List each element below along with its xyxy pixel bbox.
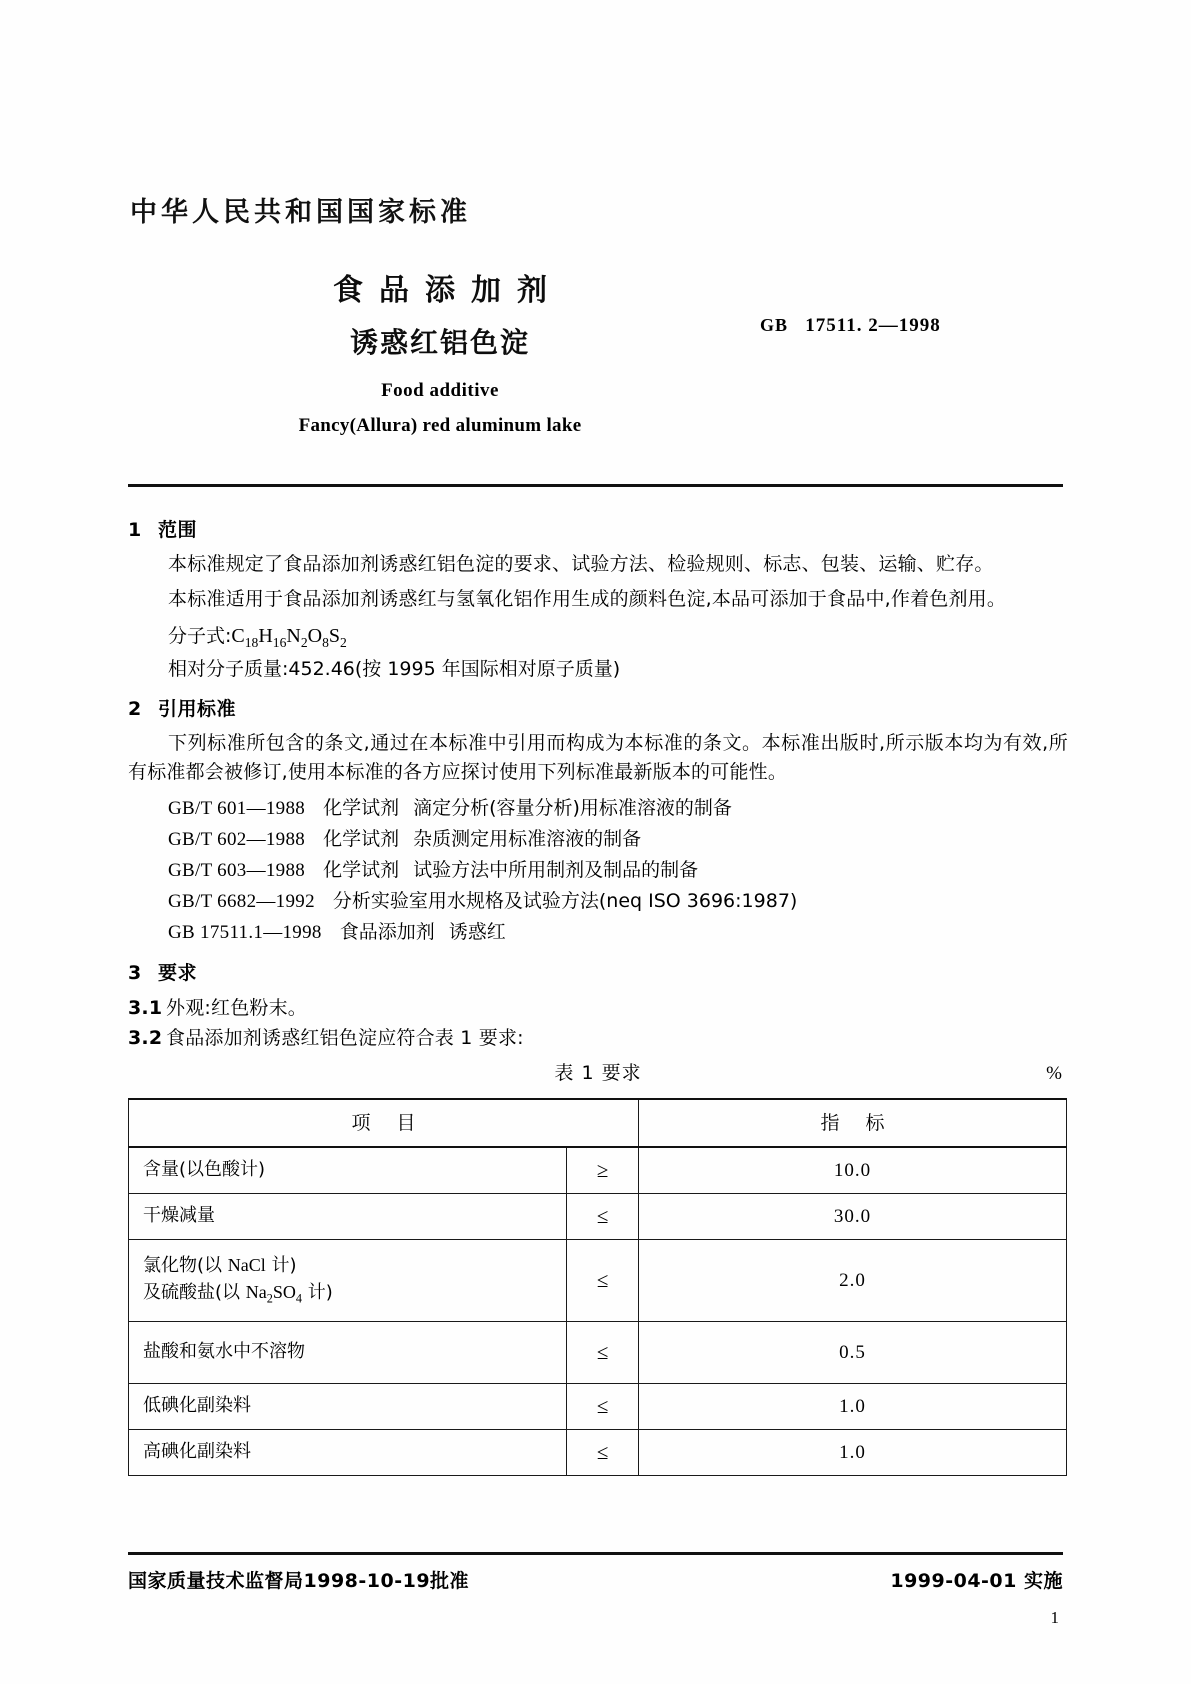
table-cell-operator: ≥ — [567, 1147, 639, 1193]
reference-code: GB/T 601—1988 — [168, 797, 306, 819]
reference-code: GB 17511.1—1998 — [168, 921, 322, 943]
standard-number-prefix: GB — [760, 315, 789, 335]
molecular-mass-line — [128, 654, 1068, 684]
table-cell-item: 低碘化副染料 — [129, 1383, 567, 1429]
table-header-row — [129, 1099, 1067, 1147]
clause-3-2-number: 3.2 — [128, 1027, 163, 1050]
reference-item — [128, 855, 1068, 886]
table-cell-operator: ≤ — [567, 1429, 639, 1475]
document-title-sub: 诱惑红铝色淀 — [349, 326, 530, 359]
table-row — [129, 1321, 1067, 1383]
footer-approval: 国家质量技术监督局1998-10-19批准 — [128, 1570, 470, 1592]
molecular-formula-value: $C_{18}H_{16}N_2O_8S_2$ — [231, 624, 347, 650]
table-cell-value: 2.0 — [639, 1239, 1067, 1321]
clause-3-2-text: 食品添加剂诱惑红铝色淀应符合表 1 要求: — [166, 1027, 524, 1050]
reference-item — [128, 886, 1068, 917]
clause-3-1-number: 3.1 — [128, 996, 163, 1019]
reference-item — [128, 917, 1068, 948]
reference-code: GB/T 6682—1992 — [168, 890, 315, 912]
section-number-2: 2 — [128, 697, 142, 720]
molecular-mass-value: 452.46(按 1995 年国际相对原子质量) — [288, 657, 621, 680]
table-cell-operator: ≤ — [567, 1383, 639, 1429]
table-caption: 表 1 要求 — [554, 1062, 642, 1085]
table-cell-item: 干燥减量 — [129, 1193, 567, 1239]
english-title-line2: Fancy(Allura) red aluminum lake — [298, 415, 582, 436]
table-cell-item: 高碘化副染料 — [129, 1429, 567, 1475]
clause-3-1 — [128, 993, 1068, 1024]
section-heading-requirements — [128, 961, 1068, 984]
section-title-1: 范围 — [158, 519, 198, 541]
section-number-1: 1 — [128, 519, 142, 541]
title-block — [130, 265, 750, 361]
table-cell-value: 10.0 — [639, 1147, 1067, 1193]
references-paragraph: 下列标准所包含的条文,通过在本标准中引用而构成为本标准的条文。本标准出版时,所示版本均为有效,所有标准都会被修订,使用本标准的各方应探讨使用下列标准最新版本的可能性。 — [128, 731, 1068, 783]
table-cell-operator: ≤ — [567, 1321, 639, 1383]
english-title-block — [130, 380, 750, 437]
table-row — [129, 1239, 1067, 1321]
table-row — [129, 1429, 1067, 1475]
reference-name: 化学试剂 — [323, 796, 400, 819]
reference-code: GB/T 603—1988 — [168, 859, 306, 881]
footer-effective-date: 1999-04-01 实施 — [890, 1570, 1063, 1592]
molecular-formula-label: 分子式: — [168, 624, 232, 647]
standard-number-value: 17511. 2—1998 — [805, 315, 941, 336]
header-divider — [128, 484, 1063, 487]
table-caption-row — [128, 1064, 1068, 1094]
english-title-line1: Food additive — [381, 380, 499, 401]
table-row — [129, 1147, 1067, 1193]
table-cell-value: 1.0 — [639, 1429, 1067, 1475]
page-number: 1 — [1050, 1608, 1059, 1627]
section-heading-references — [128, 697, 1068, 720]
scope-paragraph-1: 本标准规定了食品添加剂诱惑红铝色淀的要求、试验方法、检验规则、标志、包装、运输、贮存。 — [168, 553, 994, 575]
clause-3-2 — [128, 1023, 1068, 1054]
reference-desc: 分析实验室用水规格及试验方法(neq ISO 3696:1987) — [332, 889, 798, 912]
table-header-index: 指 标 — [639, 1099, 1067, 1147]
reference-desc: 诱惑红 — [448, 920, 506, 943]
section-heading-scope — [128, 521, 1068, 540]
table-cell-item — [129, 1239, 567, 1321]
reference-desc: 滴定分析(容量分析)用标准溶液的制备 — [413, 796, 732, 819]
table-cell-value: 0.5 — [639, 1321, 1067, 1383]
reference-desc: 杂质测定用标准溶液的制备 — [413, 827, 642, 850]
table-header-item: 项 目 — [129, 1099, 639, 1147]
document-body — [128, 505, 1068, 1476]
document-title-main: 食品添加剂 — [333, 273, 563, 308]
reference-code: GB/T 602—1988 — [168, 828, 306, 850]
molecular-mass-label: 相对分子质量: — [168, 657, 289, 680]
section-number-3: 3 — [128, 961, 142, 984]
table-cell-item: 含量(以色酸计) — [129, 1147, 567, 1193]
section-title-2: 引用标准 — [158, 697, 237, 720]
footer-divider — [128, 1552, 1063, 1555]
table-row — [129, 1383, 1067, 1429]
scope-paragraph-2: 本标准适用于食品添加剂诱惑红与氢氧化铝作用生成的颜料色淀,本品可添加于食品中,作着色剂用。 — [168, 587, 1007, 610]
reference-item — [128, 824, 1068, 855]
reference-name: 食品添加剂 — [339, 920, 435, 943]
table-cell-operator: ≤ — [567, 1193, 639, 1239]
table-row — [129, 1193, 1067, 1239]
national-standard-title: 中华人民共和国国家标准 — [130, 197, 471, 228]
reference-item — [128, 793, 1068, 824]
table-cell-value: 30.0 — [639, 1193, 1067, 1239]
table-cell-operator: ≤ — [567, 1239, 639, 1321]
clause-3-1-text: 外观:红色粉末。 — [166, 996, 308, 1019]
requirements-table — [128, 1098, 1067, 1476]
table-unit-label: % — [1046, 1063, 1062, 1085]
table-cell-item-line2: 及硫酸盐(以 $Na_2SO_4$ 计) — [143, 1282, 333, 1306]
masthead — [130, 190, 1060, 229]
table-cell-item: 盐酸和氨水中不溶物 — [129, 1321, 567, 1383]
molecular-formula-line — [128, 620, 1068, 654]
reference-desc: 试验方法中所用制剂及制品的制备 — [413, 858, 699, 881]
reference-name: 化学试剂 — [323, 827, 400, 850]
section-title-3: 要求 — [158, 961, 198, 984]
table-cell-value: 1.0 — [639, 1383, 1067, 1429]
page-footer — [128, 1566, 1063, 1593]
reference-name: 化学试剂 — [323, 858, 400, 881]
standard-number — [760, 315, 941, 337]
table-cell-item-line1: 氯化物(以 NaCl 计) — [143, 1255, 297, 1277]
